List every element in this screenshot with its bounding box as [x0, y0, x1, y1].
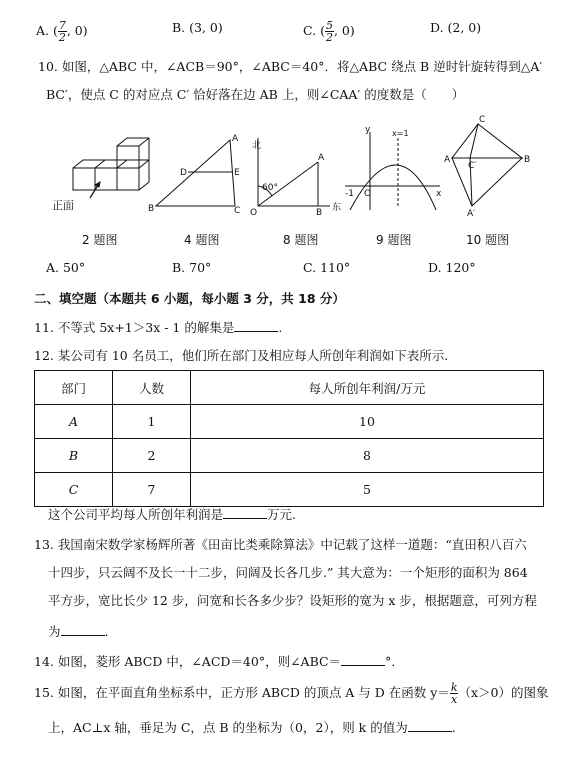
table-cell: A — [35, 405, 113, 439]
q12-table-header-row — [35, 371, 544, 405]
table-cell: 8 — [191, 439, 544, 473]
q9-c-denominator: 2 — [325, 31, 333, 44]
q9-option-c-suffix: , 0) — [333, 23, 355, 38]
q13-line4-suffix: . — [104, 624, 109, 639]
fig4-label-a: A — [232, 134, 239, 144]
fig10-label-a: A — [444, 155, 451, 165]
q9-option-c — [303, 20, 355, 43]
fig10-label-c-prime: C′ — [468, 161, 477, 171]
table-cell: C — [35, 473, 113, 507]
fig10-label-a-prime: A′ — [467, 209, 476, 219]
q9-option-c-fraction — [325, 20, 334, 43]
figure-8-compass — [250, 138, 341, 218]
table-row — [35, 473, 544, 507]
fig4-label-b: B — [148, 204, 155, 214]
fig2-front-label: 正面 — [52, 199, 74, 212]
table-cell: 5 — [191, 473, 544, 507]
fig8-label-east: 东 — [332, 203, 342, 213]
q15-answer-blank[interactable] — [408, 719, 452, 732]
q11 — [34, 318, 282, 336]
q9-a-denominator: 2 — [58, 31, 66, 44]
q15-frac-denominator: x — [451, 693, 458, 706]
figure-2-cubes — [52, 138, 149, 212]
fig8-label-o: O — [250, 208, 258, 218]
q9-option-c-prefix: C. ( — [303, 23, 325, 38]
q12-header-profit: 每人所创年利润/万元 — [191, 371, 544, 405]
q9-option-a-suffix: , 0) — [66, 23, 88, 38]
q9-option-d: D. (2, 0) — [430, 20, 482, 35]
q13-line4-prefix: 为 — [48, 624, 61, 639]
q12-table — [34, 370, 544, 507]
fig4-label-e: E — [234, 168, 240, 178]
q15-line2 — [48, 718, 456, 736]
q11-text: 11. 不等式 5x+1＞3x - 1 的解集是 — [34, 320, 235, 335]
caption-fig2: 2 题图 — [82, 233, 118, 247]
fig8-label-b: B — [316, 208, 323, 218]
q15-frac-numerator: k — [450, 681, 458, 694]
fig8-label-a: A — [318, 153, 325, 163]
q14-answer-blank[interactable] — [341, 653, 385, 666]
q10-option-c: C. 110° — [303, 260, 351, 275]
fig9-label-neg1: -1 — [345, 189, 354, 199]
q10-option-a: A. 50° — [46, 260, 86, 275]
q9-a-numerator: 7 — [58, 19, 66, 32]
caption-fig10: 10 题图 — [466, 233, 510, 247]
q12-after-suffix: 万元. — [267, 507, 296, 522]
q15-line2-suffix: . — [451, 720, 456, 735]
fig9-label-o: O — [364, 189, 372, 199]
q14-prefix: 14. 如图，菱形 ABCD 中，∠ACD＝40°，则∠ABC＝ — [34, 654, 342, 669]
q12-after — [48, 505, 296, 523]
q9-option-b: B. (3, 0) — [172, 20, 223, 35]
q10-option-d: D. 120° — [428, 260, 476, 275]
fig10-label-b: B — [524, 155, 531, 165]
caption-fig4: 4 题图 — [184, 233, 220, 247]
q12-text: 12. 某公司有 10 名员工，他们所在部门及相应每人所创年利润如下表所示. — [34, 348, 449, 363]
table-cell: 1 — [113, 405, 191, 439]
table-cell: 7 — [113, 473, 191, 507]
fig8-label-north: 北 — [252, 141, 262, 151]
q10-line1: 10. 如图，△ABC 中，∠ACB＝90°，∠ABC＝40°．将△ABC 绕点 B 逆时针旋转得到△A′ — [38, 59, 543, 74]
q14 — [34, 652, 404, 670]
q12-answer-blank[interactable] — [223, 506, 267, 519]
q12-header-dept: 部门 — [35, 371, 113, 405]
q14-suffix: °． — [385, 654, 404, 669]
q10-option-b: B. 70° — [172, 260, 212, 275]
q11-answer-blank[interactable] — [234, 319, 278, 332]
q9-option-a-fraction — [58, 20, 67, 43]
q12-header-count: 人数 — [113, 371, 191, 405]
q9-option-a-prefix: A. ( — [36, 23, 58, 38]
fig9-label-x-equals-1: x=1 — [392, 129, 409, 138]
fig9-label-y: y — [365, 125, 371, 135]
table-row — [35, 439, 544, 473]
table-cell: B — [35, 439, 113, 473]
q15-line2-prefix: 上，AC⊥x 轴，垂足为 C，点 B 的坐标为（0，2），则 k 的值为 — [48, 720, 408, 735]
q15-line1-prefix: 15. 如图，在平面直角坐标系中，正方形 ABCD 的顶点 A 与 D 在函数 y＝ — [34, 685, 450, 700]
q13-answer-blank[interactable] — [61, 623, 105, 636]
q11-end: . — [278, 320, 283, 335]
q13-line2: 十四步，只云阔不及长一十二步，问阔及长各几步.” 其大意为：一个矩形的面积为 864 — [48, 565, 528, 580]
fig4-label-c: C — [234, 206, 241, 216]
q15-line1-suffix: （x＞0）的图象 — [458, 685, 549, 700]
fig8-label-angle: 60° — [262, 183, 278, 193]
q13-line4 — [48, 622, 109, 640]
figures-strip — [0, 110, 586, 230]
caption-fig9: 9 题图 — [376, 233, 412, 247]
table-cell: 10 — [191, 405, 544, 439]
section2-title: 二、填空题（本题共 6 小题，每小题 3 分，共 18 分） — [34, 291, 345, 306]
figure-9-parabola — [345, 125, 442, 210]
fig4-label-d: D — [180, 168, 187, 178]
q12-after-prefix: 这个公司平均每人所创年利润是 — [48, 507, 224, 522]
caption-fig8: 8 题图 — [283, 233, 319, 247]
fig10-label-c: C — [479, 115, 486, 125]
q13-line3: 平方步，宽比长少 12 步，问宽和长各多少步？设矩形的宽为 x 步，根据题意，可列方程 — [48, 593, 537, 608]
q15-line1 — [34, 682, 549, 705]
fig9-label-x: x — [436, 189, 442, 199]
q10-line2: BC′，使点 C 的对应点 C′ 恰好落在边 AB 上，则∠CAA′ 的度数是（ ） — [46, 87, 465, 102]
q9-c-numerator: 5 — [325, 19, 333, 32]
q9-option-a — [36, 20, 88, 43]
q13-line1: 13. 我国南宋数学家杨辉所著《田亩比类乘除算法》中记载了这样一道题：“直田积八百六 — [34, 537, 527, 552]
table-cell: 2 — [113, 439, 191, 473]
figure-10-triangles — [444, 115, 530, 219]
figure-4-triangle — [148, 134, 240, 216]
table-row — [35, 405, 544, 439]
